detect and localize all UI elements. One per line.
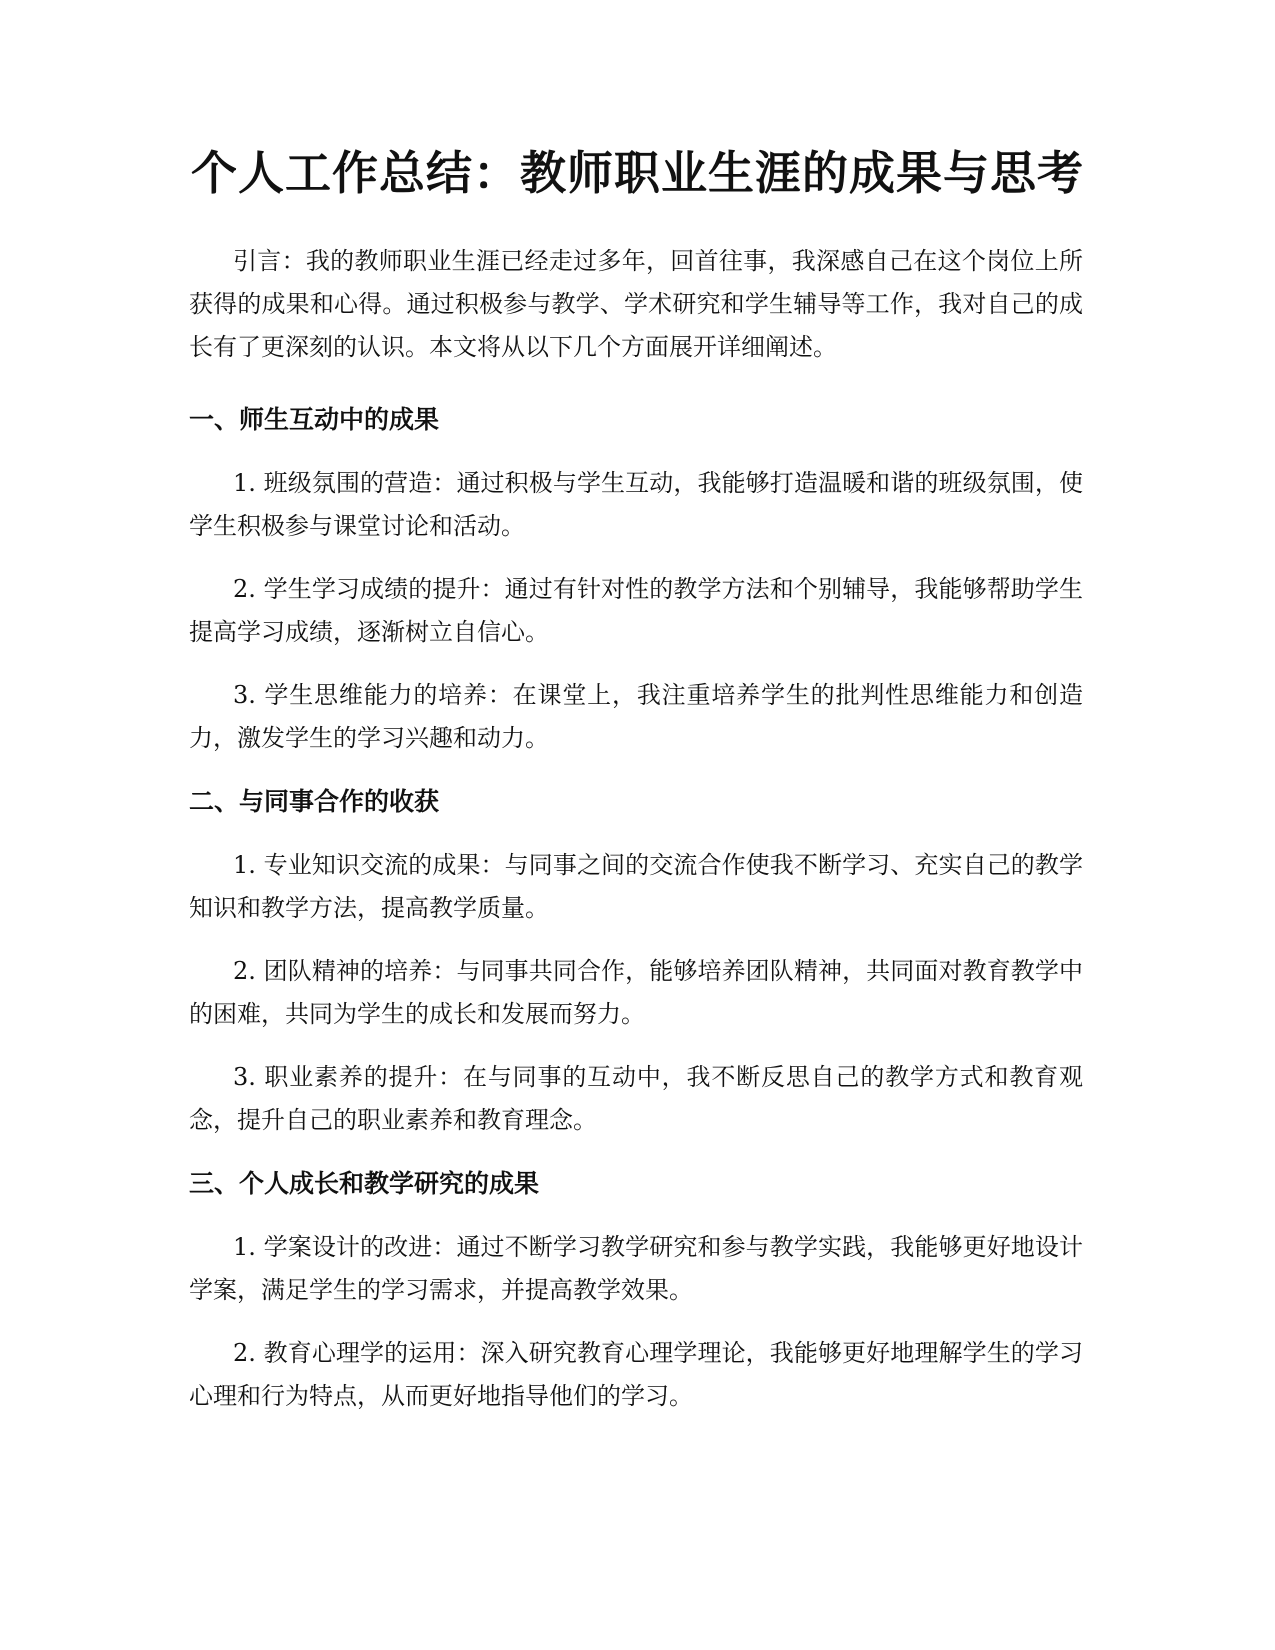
section-heading-2: 二、与同事合作的收获 bbox=[189, 787, 440, 816]
section-3-item-1: 1. 学案设计的改进：通过不断学习教学研究和参与教学实践，我能够更好地设计学案，满足学生的学习需求，并提高教学效果。 bbox=[189, 1233, 1083, 1304]
section-heading-3: 三、个人成长和教学研究的成果 bbox=[189, 1169, 540, 1198]
section-2-item-2: 2. 团队精神的培养：与同事共同合作，能够培养团队精神，共同面对教育教学中的困难，共同为学生的成长和发展而努力。 bbox=[189, 957, 1083, 1028]
section-2-item-3: 3. 职业素养的提升：在与同事的互动中，我不断反思自己的教学方式和教育观念，提升自己的职业素养和教育理念。 bbox=[189, 1063, 1083, 1134]
intro-paragraph: 引言：我的教师职业生涯已经走过多年，回首往事，我深感自己在这个岗位上所获得的成果和心得。通过积极参与教学、学术研究和学生辅导等工作，我对自己的成长有了更深刻的认识。本文将从以下几个方面展开详细阐述。 bbox=[189, 247, 1083, 361]
section-1-item-1: 1. 班级氛围的营造：通过积极与学生互动，我能够打造温暖和谐的班级氛围，使学生积极参与课堂讨论和活动。 bbox=[189, 469, 1083, 540]
section-1-item-2: 2. 学生学习成绩的提升：通过有针对性的教学方法和个别辅导，我能够帮助学生提高学习成绩，逐渐树立自信心。 bbox=[189, 575, 1083, 646]
document-body bbox=[189, 240, 1083, 1438]
section-heading-1: 一、师生互动中的成果 bbox=[189, 405, 440, 434]
document-title: 个人工作总结：教师职业生涯的成果与思考 bbox=[191, 146, 1084, 200]
section-1-item-3: 3. 学生思维能力的培养：在课堂上，我注重培养学生的批判性思维能力和创造力，激发学生的学习兴趣和动力。 bbox=[189, 681, 1083, 752]
section-3-item-2: 2. 教育心理学的运用：深入研究教育心理学理论，我能够更好地理解学生的学习心理和行为特点，从而更好地指导他们的学习。 bbox=[189, 1339, 1083, 1410]
section-2-item-1: 1. 专业知识交流的成果：与同事之间的交流合作使我不断学习、充实自己的教学知识和教学方法，提高教学质量。 bbox=[189, 851, 1083, 922]
